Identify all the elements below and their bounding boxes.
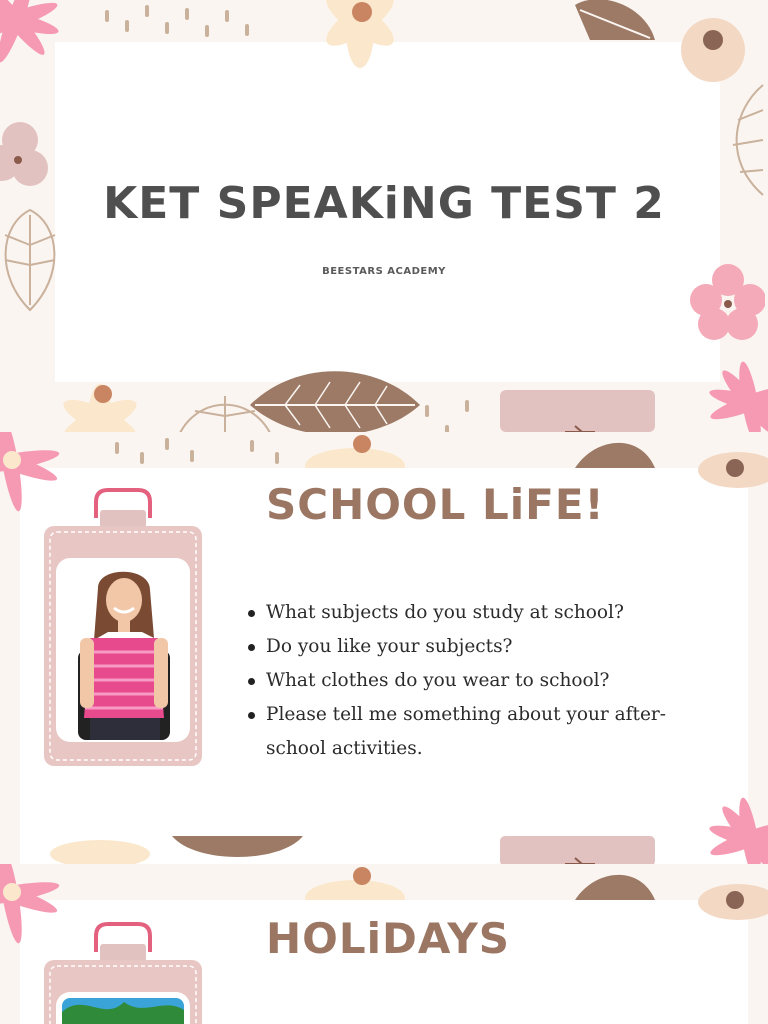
- beige-flower-icon: [668, 0, 758, 90]
- dots-pattern-icon: [110, 432, 290, 468]
- cream-flower-icon: [300, 432, 410, 468]
- cream-flower-icon: [300, 0, 420, 78]
- slide-holidays-heading: HOLiDAYS: [266, 914, 511, 963]
- leaf-icon: [170, 834, 305, 864]
- dots-pattern-icon: [100, 0, 270, 45]
- slide-title: [0, 0, 768, 468]
- pink-flower-icon: [675, 348, 768, 438]
- leaf-icon: [570, 432, 660, 468]
- list-item: What subjects do you study at school?: [246, 596, 716, 630]
- student-photo: [68, 568, 180, 740]
- cream-flower-icon: [300, 864, 410, 900]
- list-item: Do you like your subjects?: [246, 630, 716, 664]
- slide-holidays: [0, 864, 768, 1024]
- beige-flower-icon: [690, 440, 768, 500]
- leaf-icon: [245, 370, 425, 440]
- beige-flower-icon: [690, 872, 768, 932]
- slide-school-life-heading: SCHOOL LiFE!: [266, 480, 605, 529]
- id-badge-icon: [44, 922, 202, 1024]
- leaf-icon: [570, 864, 660, 900]
- list-item: What clothes do you wear to school?: [246, 664, 716, 698]
- slide-school-life: [0, 432, 768, 900]
- question-list: [246, 596, 716, 766]
- slide-title-heading: KET SPEAKiNG TEST 2: [103, 178, 665, 229]
- slide-title-subtitle: BEESTARS ACADEMY: [322, 266, 446, 277]
- pink-flower-icon: [0, 0, 90, 110]
- cream-flower-icon: [45, 380, 155, 440]
- list-item: Please tell me something about your after-school activities.: [246, 698, 716, 766]
- leaf-icon: [570, 0, 660, 45]
- pink-flower-icon: [675, 784, 768, 874]
